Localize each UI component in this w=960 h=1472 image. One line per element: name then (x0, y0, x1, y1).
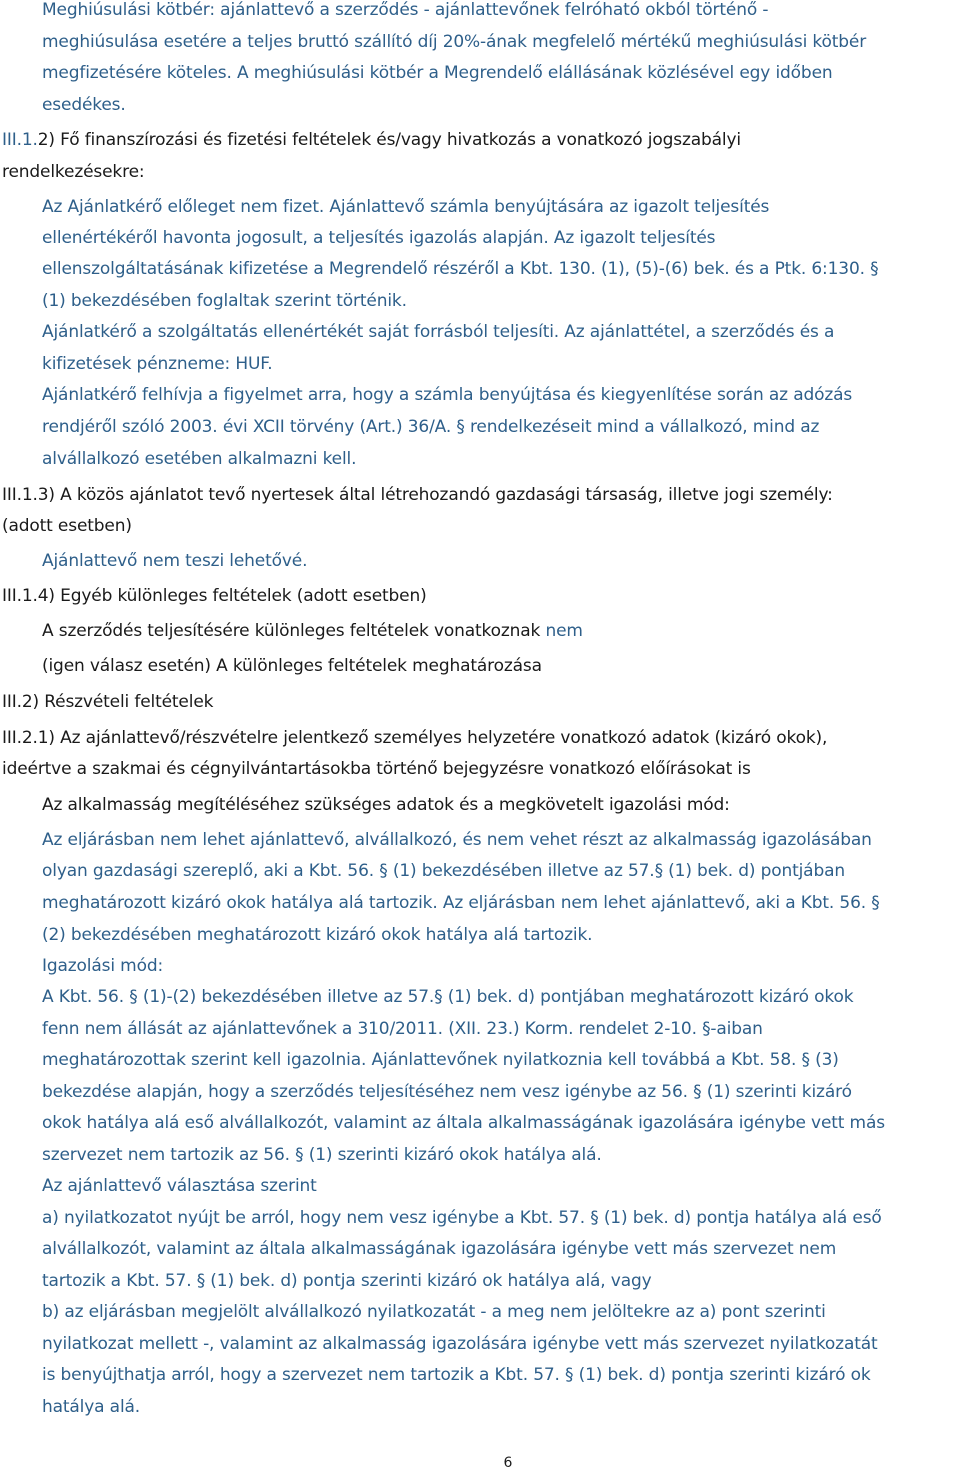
body-line: bekezdése alapján, hogy a szerződés teljesítéséhez nem vesz igénybe az 56. § (1) szerinti kizáró (42, 1082, 852, 1102)
special-conditions-line (42, 621, 583, 641)
body-line: ellenszolgáltatásának kifizetése a Megrendelő részéről a Kbt. 130. (1), (5)-(6) bek. és a Ptk. 6:130. § (42, 259, 879, 279)
heading-title: 2) Fő finanszírozási és fizetési feltételek és/vagy hivatkozás a vonatkozó jogszabályi (37, 130, 741, 150)
subheading: Az alkalmasság megítéléséhez szükséges adatok és a megkövetelt igazolási mód: (42, 795, 730, 815)
body-line: A Kbt. 56. § (1)-(2) bekezdésében illetve az 57.§ (1) bek. d) pontjában meghatározott kizáró okok (42, 987, 854, 1007)
body-line: fenn nem állását az ajánlattevőnek a 310/2011. (XII. 23.) Korm. rendelet 2-10. §-aiban (42, 1019, 763, 1039)
body-line: (2) bekezdésében meghatározott kizáró okok hatálya alá tartozik. (42, 925, 593, 945)
body-line: a) nyilatkozatot nyújt be arról, hogy nem vesz igénybe a Kbt. 57. § (1) bek. d) pontja hatálya alá eső (42, 1208, 882, 1228)
body-line: is benyújthatja arról, hogy a szervezet nem tartozik a Kbt. 57. § (1) bek. d) pontja szerinti kizáró ok (42, 1365, 871, 1385)
body-line: Az ajánlattevő választása szerint (42, 1176, 317, 1196)
body-line: alvállalkozót, valamint az általa alkalmasságának igazolására igénybe vett más szervezet nem (42, 1239, 837, 1259)
body-line: tartozik a Kbt. 57. § (1) bek. d) pontja szerinti kizáró ok hatálya alá, vagy (42, 1271, 652, 1291)
body-line: (1) bekezdésében foglaltak szerint történik. (42, 291, 407, 311)
penalty-line: meghiúsulása esetére a teljes bruttó szállító díj 20%-ának megfelelő mértékű meghiúsulási kötbér (42, 32, 867, 52)
heading-number: III.1. (2, 130, 38, 150)
body-line: Ajánlattevő nem teszi lehetővé. (42, 551, 308, 571)
body-line: alvállalkozó esetében alkalmazni kell. (42, 449, 357, 469)
section-heading-cont: (adott esetben) (2, 516, 132, 536)
special-conditions-definition: (igen válasz esetén) A különleges feltételek meghatározása (42, 656, 542, 676)
penalty-line: Meghiúsulási kötbér: ajánlattevő a szerződés - ajánlattevőnek felróható okból történő - (42, 0, 769, 20)
penalty-line: esedékes. (42, 95, 126, 115)
body-line: okok hatálya alá eső alvállalkozót, valamint az általa alkalmasságának igazolására igénybe vett más (42, 1113, 885, 1133)
section-heading: III.2) Részvételi feltételek (2, 692, 214, 712)
page-number: 6 (503, 1455, 513, 1471)
body-line: Ajánlatkérő felhívja a figyelmet arra, hogy a számla benyújtása és kiegyenlítése során az adózás (42, 385, 853, 405)
body-line: b) az eljárásban megjelölt alvállalkozó nyilatkozatát - a meg nem jelöltekre az a) pont szerinti (42, 1302, 826, 1322)
body-line: meghatározott kizáró okok hatálya alá tartozik. Az eljárásban nem lehet ajánlattevő, aki a Kbt. 56. § (42, 893, 880, 913)
section-heading: III.2.1) Az ajánlattevő/részvételre jelentkező személyes helyzetére vonatkozó adatok (kizáró okok), (2, 728, 828, 748)
body-line: hatálya alá. (42, 1397, 141, 1417)
section-heading: III.1.4) Egyéb különleges feltételek (adott esetben) (2, 586, 427, 606)
body-line: Az eljárásban nem lehet ajánlattevő, alvállalkozó, és nem vehet részt az alkalmasság igazolásában (42, 830, 872, 850)
body-line: nyilatkozat mellett -, valamint az alkalmasság igazolására igénybe vett más szervezet nyilatkozatát (42, 1334, 878, 1354)
body-line: Ajánlatkérő a szolgáltatás ellenértékét saját forrásból teljesíti. Az ajánlattétel, a szerződés és a (42, 322, 835, 342)
body-line: ellenértékéről havonta jogosult, a teljesítés igazolás alapján. Az igazolt teljesítés (42, 228, 716, 248)
special-conditions-text: A szerződés teljesítésére különleges feltételek vonatkoznak (42, 621, 546, 641)
section-heading (2, 130, 741, 150)
body-line: Az Ajánlatkérő előleget nem fizet. Ajánlattevő számla benyújtására az igazolt teljesítés (42, 197, 770, 217)
section-heading-cont: ideértve a szakmai és cégnyilvántartásokba történő bejegyzésre vonatkozó előírásokat is (2, 759, 751, 779)
body-line: rendjéről szóló 2003. évi XCII törvény (Art.) 36/A. § rendelkezéseit mind a vállalkozó, mind az (42, 417, 820, 437)
section-heading-cont: rendelkezésekre: (2, 162, 145, 182)
body-line: kifizetések pénzneme: HUF. (42, 354, 273, 374)
body-line: olyan gazdasági szereplő, aki a Kbt. 56. § (1) bekezdésében illetve az 57.§ (1) bek. d) pontjában (42, 861, 845, 881)
body-line: szervezet nem tartozik az 56. § (1) szerinti kizáró okok hatálya alá. (42, 1145, 602, 1165)
body-line: meghatározottak szerint kell igazolnia. Ajánlattevőnek nyilatkoznia kell továbbá a Kbt. 58. § (3) (42, 1050, 839, 1070)
special-conditions-value: nem (545, 621, 583, 641)
section-heading: III.1.3) A közös ajánlatot tevő nyertesek által létrehozandó gazdasági társaság, illetve jogi személy: (2, 485, 833, 505)
body-line: Igazolási mód: (42, 956, 164, 976)
penalty-line: megfizetésére köteles. A meghiúsulási kötbér a Megrendelő elállásának közlésével egy időben (42, 63, 833, 83)
